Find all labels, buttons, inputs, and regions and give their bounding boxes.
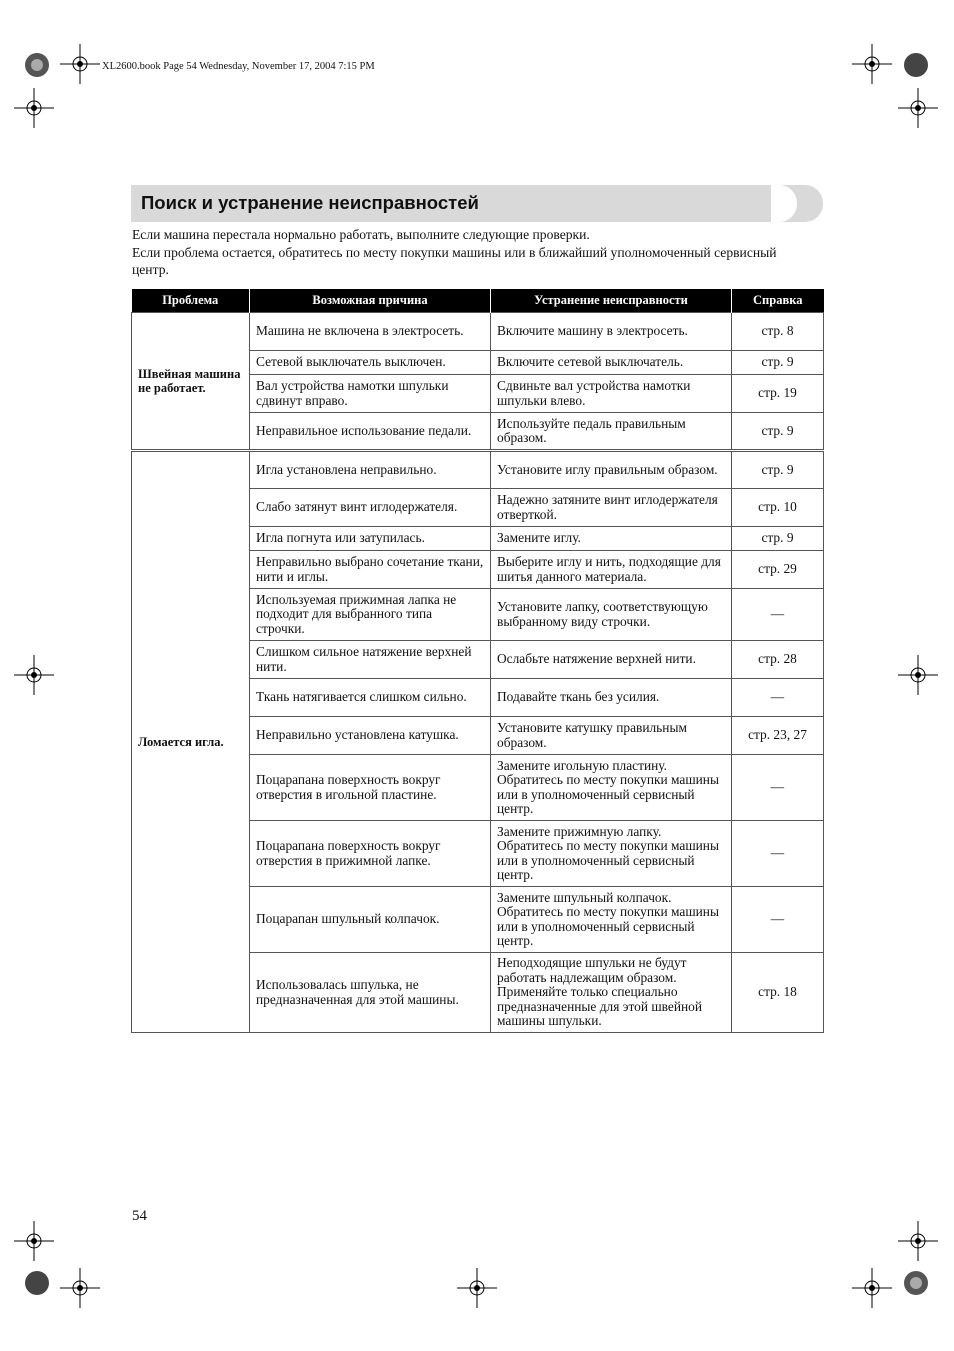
intro-paragraph: Если проблема остается, обратитесь по месту покупки машины или в ближайший уполномоченный сервисный центр. — [132, 244, 777, 278]
section-title-bar — [131, 185, 823, 222]
cause-cell: Ткань натягивается слишком сильно. — [250, 679, 491, 717]
fix-cell: Установите катушку правильным образом. — [491, 717, 732, 755]
ref-cell: стр. 8 — [732, 313, 824, 351]
fix-cell: Подавайте ткань без усилия. — [491, 679, 732, 717]
color-target-bottom-right — [903, 1270, 929, 1296]
fix-cell: Сдвиньте вал устройства намотки шпульки влево. — [491, 375, 732, 413]
cause-cell: Поцарапан шпульный колпачок. — [250, 887, 491, 953]
intro-text — [132, 226, 812, 279]
page-title: Поиск и устранение неисправностей — [141, 192, 479, 213]
registration-mark-right-lower — [898, 1221, 938, 1261]
ref-cell: стр. 9 — [732, 351, 824, 375]
fix-cell: Установите иглу правильным образом. — [491, 451, 732, 489]
registration-mark-right-middle — [898, 655, 938, 695]
ref-cell: — — [732, 887, 824, 953]
table-header-row — [132, 289, 824, 313]
cause-cell: Машина не включена в электросеть. — [250, 313, 491, 351]
cause-cell: Слишком сильное натяжение верхней нити. — [250, 641, 491, 679]
fix-cell: Замените шпульный колпачок. Обратитесь по месту покупки машины или в уполномоченный сервисный центр. — [491, 887, 732, 953]
ref-cell: стр. 18 — [732, 953, 824, 1033]
cause-cell: Используемая прижимная лапка не подходит для выбранного типа строчки. — [250, 589, 491, 641]
ref-cell: стр. 9 — [732, 413, 824, 451]
registration-mark-top-left — [60, 44, 100, 84]
ref-cell: стр. 19 — [732, 375, 824, 413]
registration-mark-right-upper — [898, 88, 938, 128]
column-header-cause: Возможная причина — [250, 289, 491, 313]
color-target-top-right — [903, 52, 929, 78]
registration-mark-left-upper — [14, 88, 54, 128]
fix-cell: Установите лапку, соответствующую выбранному виду строчки. — [491, 589, 732, 641]
fix-cell: Замените иглу. — [491, 527, 732, 551]
table-row — [132, 451, 824, 489]
ref-cell: стр. 9 — [732, 527, 824, 551]
fix-cell: Замените прижимную лапку. Обратитесь по месту покупки машины или в уполномоченный сервисный центр. — [491, 821, 732, 887]
page-number: 54 — [132, 1208, 147, 1224]
registration-mark-bottom-center — [457, 1268, 497, 1308]
registration-mark-left-lower — [14, 1221, 54, 1261]
column-header-problem: Проблема — [132, 289, 250, 313]
cause-cell: Неправильно выбрано сочетание ткани, нити и иглы. — [250, 551, 491, 589]
column-header-fix: Устранение неисправности — [491, 289, 732, 313]
cause-cell: Неправильное использование педали. — [250, 413, 491, 451]
fix-cell: Замените игольную пластину. Обратитесь по месту покупки машины или в уполномоченный сервисный центр. — [491, 755, 732, 821]
color-target-bottom-left — [24, 1270, 50, 1296]
cause-cell: Слабо затянут винт иглодержателя. — [250, 489, 491, 527]
registration-mark-top-right — [852, 44, 892, 84]
ref-cell: — — [732, 821, 824, 887]
registration-mark-bottom-right — [852, 1268, 892, 1308]
fix-cell: Неподходящие шпульки не будут работать надлежащим образом. Применяйте только специально предназначенные для этой швейной машины шпульки. — [491, 953, 732, 1033]
ref-cell: — — [732, 755, 824, 821]
intro-paragraph: Если машина перестала нормально работать, выполните следующие проверки. — [132, 227, 590, 242]
fix-cell: Выберите иглу и нить, подходящие для шитья данного материала. — [491, 551, 732, 589]
cause-cell: Игла погнута или затупилась. — [250, 527, 491, 551]
problem-cell: Швейная машина не работает. — [132, 313, 250, 451]
troubleshooting-table — [131, 289, 824, 1033]
cause-cell: Использовалась шпулька, не предназначенная для этой машины. — [250, 953, 491, 1033]
print-header: XL2600.book Page 54 Wednesday, November 17, 2004 7:15 PM — [102, 61, 375, 72]
ref-cell: стр. 29 — [732, 551, 824, 589]
color-target-top-left — [24, 52, 50, 78]
cause-cell: Игла установлена неправильно. — [250, 451, 491, 489]
fix-cell: Надежно затяните винт иглодержателя отверткой. — [491, 489, 732, 527]
ref-cell: — — [732, 589, 824, 641]
table-row — [132, 313, 824, 351]
fix-cell: Используйте педаль правильным образом. — [491, 413, 732, 451]
ref-cell: стр. 28 — [732, 641, 824, 679]
cause-cell: Неправильно установлена катушка. — [250, 717, 491, 755]
cause-cell: Поцарапана поверхность вокруг отверстия в прижимной лапке. — [250, 821, 491, 887]
fix-cell: Включите сетевой выключатель. — [491, 351, 732, 375]
registration-mark-bottom-left — [60, 1268, 100, 1308]
column-header-ref: Справка — [732, 289, 824, 313]
problem-cell: Ломается игла. — [132, 451, 250, 1033]
ref-cell: — — [732, 679, 824, 717]
cause-cell: Сетевой выключатель выключен. — [250, 351, 491, 375]
registration-mark-left-middle — [14, 655, 54, 695]
ref-cell: стр. 9 — [732, 451, 824, 489]
cause-cell: Поцарапана поверхность вокруг отверстия в игольной пластине. — [250, 755, 491, 821]
cause-cell: Вал устройства намотки шпульки сдвинут вправо. — [250, 375, 491, 413]
fix-cell: Включите машину в электросеть. — [491, 313, 732, 351]
fix-cell: Ослабьте натяжение верхней нити. — [491, 641, 732, 679]
ref-cell: стр. 10 — [732, 489, 824, 527]
ref-cell: стр. 23, 27 — [732, 717, 824, 755]
